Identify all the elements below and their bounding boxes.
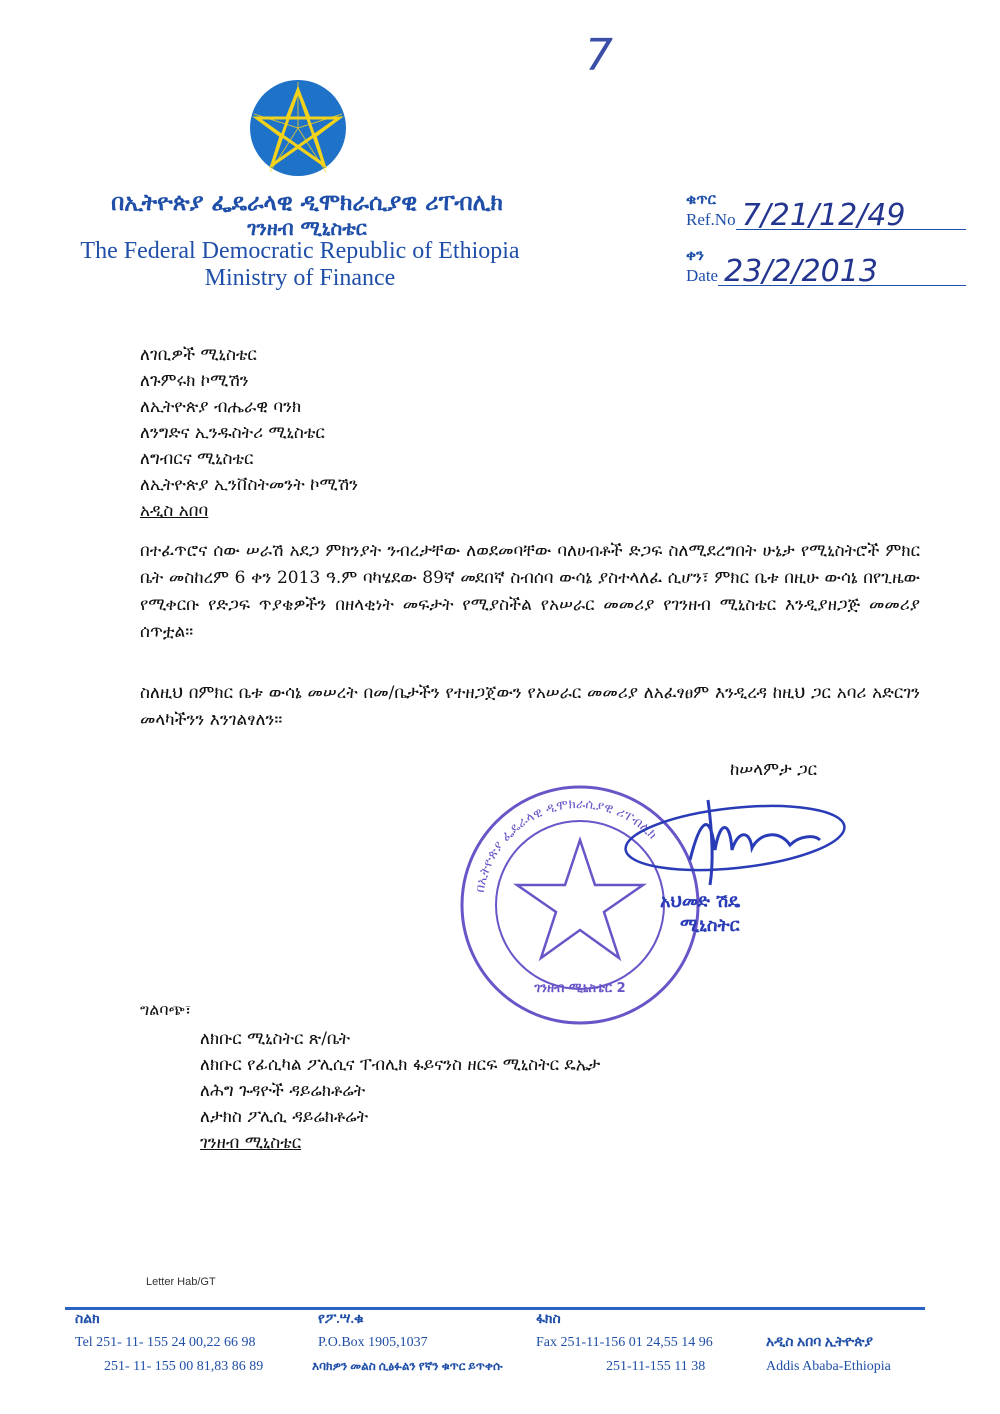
ref-number-value: 7/21/12/49 (736, 203, 966, 230)
footer-fax-1: Fax 251-11-156 01 24,55 14 96 (536, 1335, 713, 1350)
date-label-amharic: ቀን (686, 248, 704, 264)
footer-note: እባክዎን መልስ ሲፅፉልን የኛን ቁጥር ይጥቀሱ (312, 1359, 503, 1373)
footer-city-en: Addis Ababa-Ethiopia (766, 1359, 891, 1374)
signatory-stamp (660, 890, 810, 938)
date-label: Date (686, 266, 719, 285)
ministry-name-english: Ministry of Finance (204, 265, 396, 291)
recipient: ለገቢዎች ሚኒስቴር (140, 345, 257, 365)
ministry-name-amharic: ገንዘብ ሚኒስቴር (247, 216, 367, 240)
recipient: ለኢትዮጵያ ኢንቨስትመንት ኮሚሽን (140, 475, 358, 495)
signatory-name: አህመድ ሽዴ (660, 891, 741, 912)
org-name-amharic: በኢትዮጵያ ፌዴራላዊ ዲሞክራሲያዊ ሪፐብሊክ (111, 189, 503, 216)
cc-item: ለክቡር ሚኒስትር ጽ/ቤት (200, 1029, 351, 1049)
cc-list (200, 1026, 600, 1156)
recipients-list (140, 342, 358, 524)
recipient: ለንግድና ኢንዱስትሪ ሚኒስቴር (140, 423, 325, 443)
body-paragraph-1: በተፈጥሮና ሰው ሠራሽ አደጋ ምክንያት ንብረታቸው ለወደመባቸው ባለሀብቶች ድጋፍ ስለሚደረግበት ሁኔታ የሚኒስትሮች ምክር ቤት መስከረም 6 ቀን 2013 ዓ.ም ባካሄደው 89ኛ መደበኛ ስብሰባ ውሳኔ ያስተላለፈ ሲሆን፣ ምክር ቤቱ በዚሁ ውሳኔ በየጊዜው የሚቀርቡ የድጋፍ ጥያቄዎችን በዘላቂነት መፍታት የሚያስችል የአሠራር መመሪያ የገንዘብ ሚኒስቴር እንዲያዘጋጅ መመሪያ ሰጥቷል። (140, 541, 920, 642)
footer-tel-1: Tel 251- 11- 155 24 00,22 66 98 (75, 1335, 256, 1350)
cc-item: ለሕግ ጉዳዮች ዳይሬክቶሬት (200, 1081, 366, 1101)
ref-label-amharic: ቁጥር (686, 192, 716, 208)
footer-fax-label: ፋክስ (536, 1312, 561, 1327)
footer-city-am: አዲስ አበባ ኢትዮጵያ (766, 1335, 874, 1350)
letter-code: Letter Hab/GT (146, 1276, 216, 1288)
ref-label: Ref.No (686, 210, 736, 229)
reference-block (686, 192, 966, 289)
closing-salutation: ከሠላምታ ጋር (730, 760, 817, 780)
stamp-bottom-text: ገንዘብ ሚኒስቴር 2 (534, 981, 626, 996)
cc-label: ግልባጭ፣ (140, 1000, 192, 1019)
signatory-title: ሚኒስትር (680, 915, 740, 936)
recipient: ለኢትዮጵያ ብሔራዊ ባንክ (140, 397, 302, 417)
date-value: 23/2/2013 (718, 259, 966, 286)
footer-tel-label: ስልክ (75, 1312, 100, 1327)
footer-pobox: P.O.Box 1905,1037 (318, 1335, 428, 1350)
footer-pobox-label: የፖ.ሣ.ቁ (318, 1312, 364, 1327)
recipient-city: አዲስ አበባ (140, 501, 209, 521)
recipient: ለጉምሩክ ኮሚሽን (140, 371, 249, 391)
cc-item: ለክቡር የፊሲካል ፖሊሲና ፐብሊክ ፋይናንስ ዘርፍ ሚኒስትር ዴኤታ (200, 1055, 601, 1075)
org-name-english: The Federal Democratic Republic of Ethiopia (80, 238, 520, 264)
footer-fax-2: 251-11-155 11 38 (606, 1359, 706, 1374)
page-number: 7 (585, 30, 613, 81)
stamp-ring-text: በኢትዮጵያ ፌዴራላዊ ዲሞክራሲያዊ ሪፐብሊክ (472, 796, 660, 894)
ethiopian-emblem-icon (248, 78, 348, 178)
footer-tel-2: 251- 11- 155 00 81,83 86 89 (104, 1359, 264, 1374)
footer-divider (65, 1307, 925, 1310)
cc-item-last: ገንዘብ ሚኒስቴር (200, 1133, 302, 1153)
body-paragraph-2: ስለዚህ በምክር ቤቱ ውሳኔ መሠረት በመ/ቤታችን የተዘጋጀውን የአሠራር መመሪያ ለአፈፃፀም እንዲረዳ ከዚህ ጋር አባሪ አድርገን መላካችንን እንገልፃለን። (140, 683, 920, 730)
cc-item: ለታክስ ፖሊሲ ዳይሬክቶሬት (200, 1107, 369, 1127)
recipient: ለግብርና ሚኒስቴር (140, 449, 254, 469)
